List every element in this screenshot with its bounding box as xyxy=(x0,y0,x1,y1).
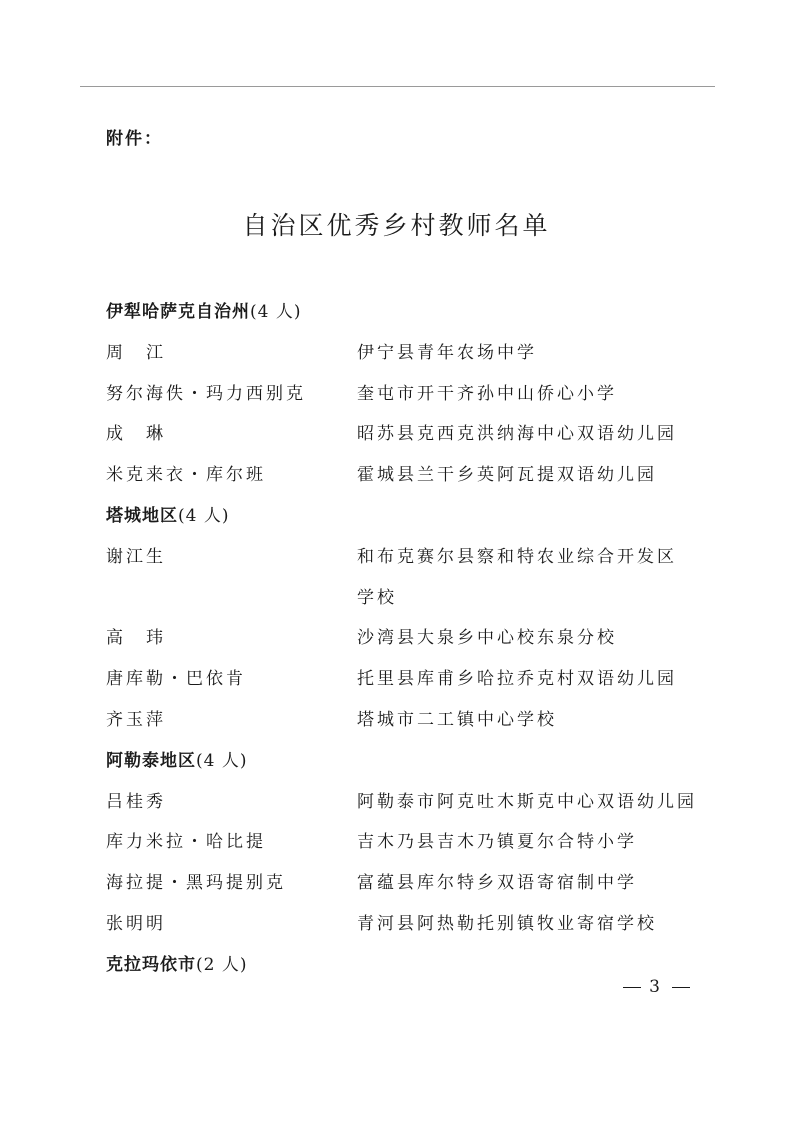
region-count: (4 人) xyxy=(178,505,230,526)
teacher-name: 周 江 xyxy=(106,342,166,363)
region-name: 阿勒泰地区 xyxy=(106,750,196,771)
page-dash-right xyxy=(672,987,690,988)
teacher-school: 青河县阿热勒托别镇牧业寄宿学校 xyxy=(357,913,657,934)
region-heading xyxy=(106,496,706,537)
teacher-school-continuation: 学校 xyxy=(357,587,397,608)
region-name: 克拉玛依市 xyxy=(106,954,196,975)
teacher-name: 吕桂秀 xyxy=(106,791,166,812)
teacher-school: 霍城县兰干乡英阿瓦提双语幼儿园 xyxy=(357,465,657,486)
page-footer xyxy=(0,977,793,997)
teacher-row xyxy=(106,414,706,455)
teacher-school: 伊宁县青年农场中学 xyxy=(357,342,537,363)
attachment-label: 附件： xyxy=(106,129,163,149)
region-name: 伊犁哈萨克自治州 xyxy=(106,302,250,322)
teacher-name: 海拉提・黑玛提别克 xyxy=(106,873,286,894)
teacher-school: 沙湾县大泉乡中心校东泉分校 xyxy=(357,628,617,649)
teacher-name: 成 琳 xyxy=(106,424,166,445)
teacher-school: 奎屯市开干齐孙中山侨心小学 xyxy=(357,383,617,404)
region-heading xyxy=(106,292,706,333)
region-count: (4 人) xyxy=(196,750,248,771)
teacher-row xyxy=(106,374,706,415)
region-count: (2 人) xyxy=(196,954,248,975)
teacher-school: 阿勒泰市阿克吐木斯克中心双语幼儿园 xyxy=(357,791,697,812)
teacher-row xyxy=(106,455,706,496)
teacher-row xyxy=(106,333,706,374)
page-dash-left xyxy=(623,987,641,988)
teacher-row xyxy=(106,700,706,741)
teacher-school: 吉木乃县吉木乃镇夏尔合特小学 xyxy=(357,832,637,853)
teacher-row-continuation xyxy=(106,578,706,619)
teacher-row xyxy=(106,822,706,863)
teacher-school: 托里县库甫乡哈拉乔克村双语幼儿园 xyxy=(357,669,677,690)
page-number: 3 xyxy=(649,977,664,997)
teacher-row xyxy=(106,863,706,904)
teacher-name: 唐库勒・巴依肯 xyxy=(106,669,246,690)
document-title: 自治区优秀乡村教师名单 xyxy=(242,211,551,240)
teacher-row xyxy=(106,618,706,659)
teacher-name: 米克来衣・库尔班 xyxy=(106,465,266,486)
teacher-name: 齐玉萍 xyxy=(106,709,166,730)
header-rule xyxy=(80,86,715,87)
teacher-row xyxy=(106,537,706,578)
teacher-name: 高 玮 xyxy=(106,628,166,649)
teacher-school: 和布克赛尔县察和特农业综合开发区 xyxy=(357,546,677,567)
teacher-school: 富蕴县库尔特乡双语寄宿制中学 xyxy=(357,873,637,894)
teacher-row xyxy=(106,904,706,945)
teacher-name: 库力米拉・哈比提 xyxy=(106,832,266,853)
region-name: 塔城地区 xyxy=(106,505,178,526)
teacher-school: 昭苏县克西克洪纳海中心双语幼儿园 xyxy=(357,424,677,445)
teacher-school: 塔城市二工镇中心学校 xyxy=(357,709,557,730)
teacher-list xyxy=(106,292,706,986)
region-heading xyxy=(106,741,706,782)
teacher-row xyxy=(106,659,706,700)
region-count: (4 人) xyxy=(250,302,302,322)
teacher-row xyxy=(106,782,706,823)
teacher-name: 张明明 xyxy=(106,913,166,934)
teacher-name: 谢江生 xyxy=(106,546,166,567)
teacher-name: 努尔海佚・玛力西别克 xyxy=(106,383,306,404)
